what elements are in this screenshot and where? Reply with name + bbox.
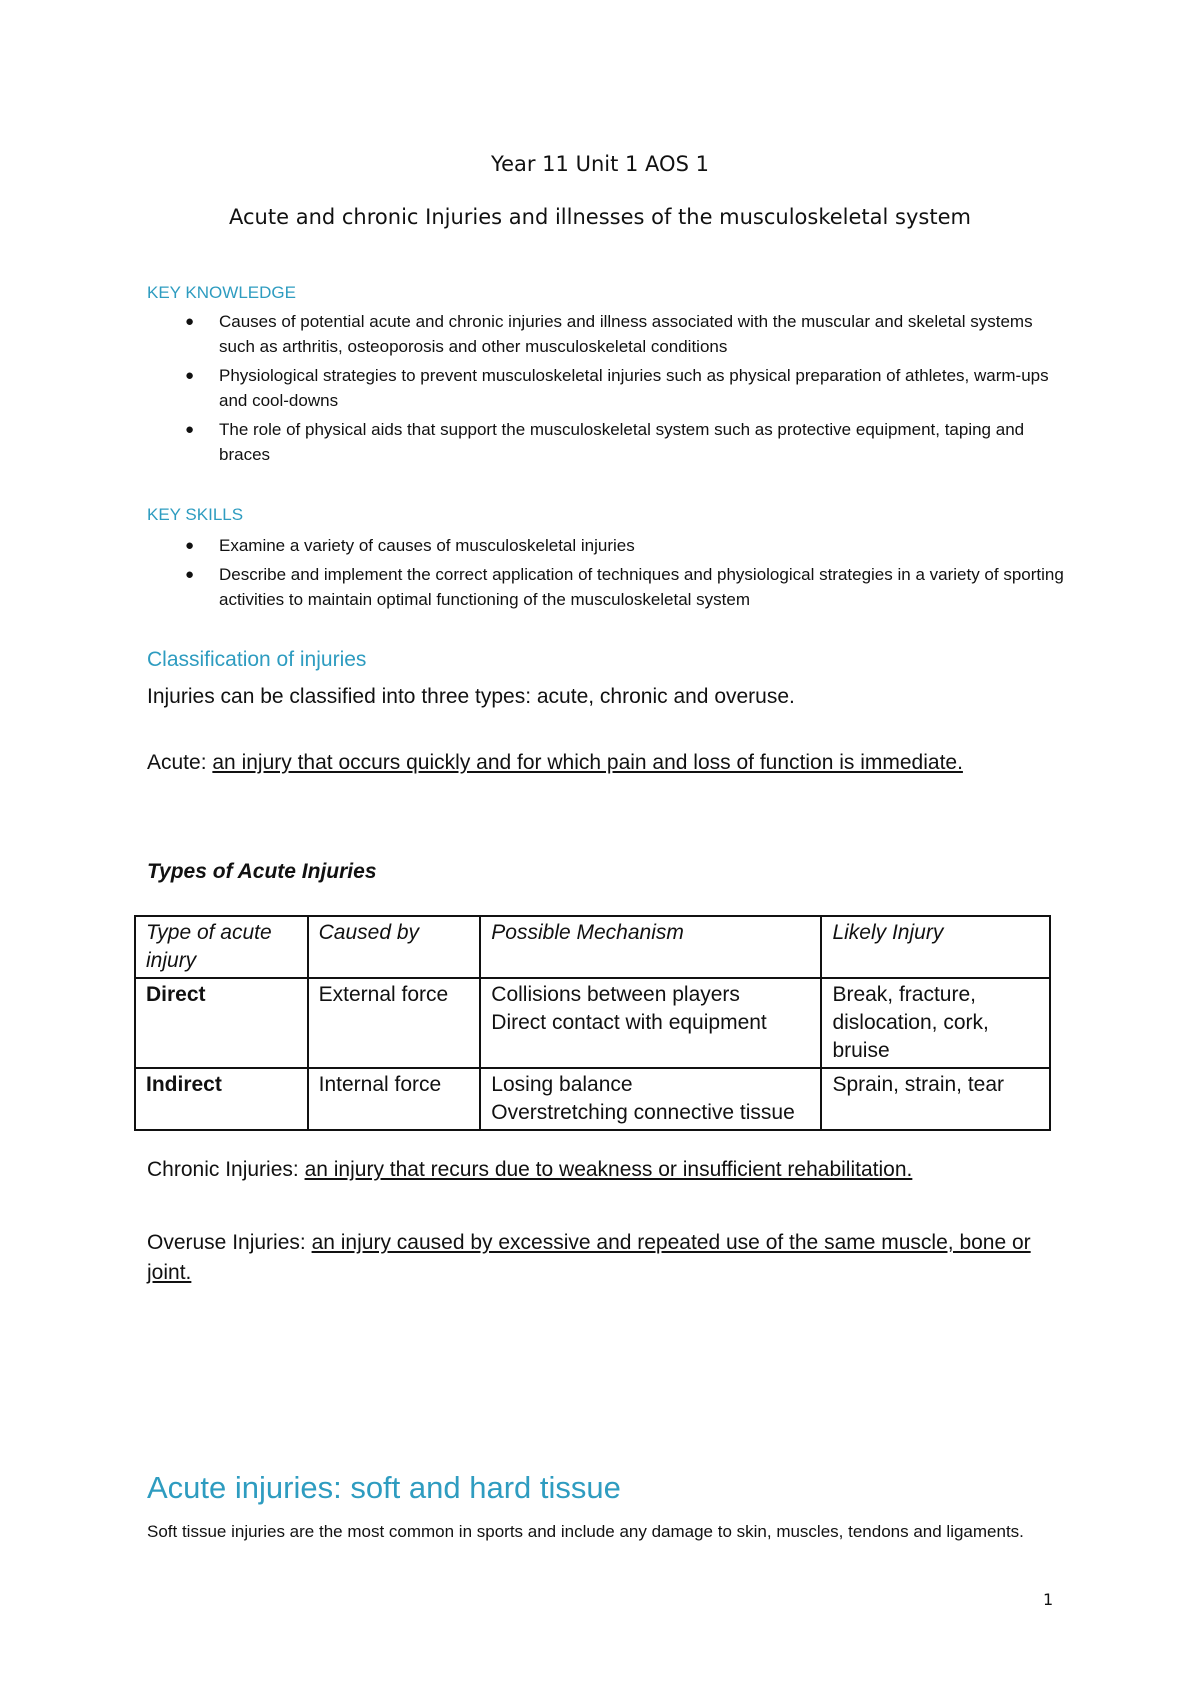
acute-definition xyxy=(147,742,1077,784)
key-skills-list xyxy=(147,533,1067,616)
table-header-row xyxy=(135,916,1050,978)
page-number: 1 xyxy=(1043,1590,1054,1609)
list-item: ● Describe and implement the correct application of techniques and physiological strategies in a variety of sporting activities to maintain optimal functioning of the musculoskeletal system xyxy=(147,562,1067,612)
overuse-definition xyxy=(147,1228,1077,1288)
key-skills-label: KEY SKILLS xyxy=(147,505,244,524)
mechanism-cell: Losing balance Overstretching connective tissue xyxy=(480,1068,821,1130)
classification-intro: Injuries can be classified into three types: acute, chronic and overuse. xyxy=(147,685,795,708)
type-cell: Direct xyxy=(135,978,308,1068)
soft-hard-heading: Acute injuries: soft and hard tissue xyxy=(147,1470,621,1505)
bullet-icon: ● xyxy=(185,367,195,384)
bullet-icon: ● xyxy=(185,537,195,554)
document-title: Year 11 Unit 1 AOS 1 xyxy=(491,152,709,176)
bullet-icon: ● xyxy=(185,313,195,330)
injury-cell: Sprain, strain, tear xyxy=(821,1068,1050,1130)
types-heading: Types of Acute Injuries xyxy=(147,860,377,883)
injury-cell: Break, fracture, dislocation, cork, bruise xyxy=(821,978,1050,1068)
cause-cell: Internal force xyxy=(308,1068,481,1130)
list-item: ● The role of physical aids that support the musculoskeletal system such as protective equipment, taping and braces xyxy=(147,417,1067,467)
chronic-definition xyxy=(147,1155,1077,1185)
header-type: Type of acute injury xyxy=(135,916,308,978)
chronic-label: Chronic Injuries: xyxy=(147,1158,305,1181)
overuse-def: an injury caused by excessive and repeated use of the same muscle, bone or joint. xyxy=(147,1231,1031,1284)
list-item: ● Causes of potential acute and chronic injuries and illness associated with the muscular and skeletal systems such as arthritis, osteoporosis and other musculoskeletal conditions xyxy=(147,309,1067,359)
header-likely-injury: Likely Injury xyxy=(821,916,1050,978)
acute-injuries-table xyxy=(134,915,1051,1131)
acute-def: an injury that occurs quickly and for which pain and loss of function is immediate. xyxy=(212,751,963,774)
chronic-def: an injury that recurs due to weakness or insufficient rehabilitation. xyxy=(304,1158,913,1181)
soft-tissue-text: Soft tissue injuries are the most common in sports and include any damage to skin, muscles, tendons and ligaments. xyxy=(147,1522,1024,1541)
mechanism-cell: Collisions between players Direct contact with equipment xyxy=(480,978,821,1068)
type-cell: Indirect xyxy=(135,1068,308,1130)
header-mechanism: Possible Mechanism xyxy=(480,916,821,978)
table-row xyxy=(135,978,1050,1068)
list-item: ● Examine a variety of causes of musculoskeletal injuries xyxy=(147,533,1067,558)
key-knowledge-list xyxy=(147,309,1067,471)
list-item: ● Physiological strategies to prevent musculoskeletal injuries such as physical preparation of athletes, warm-ups and cool-downs xyxy=(147,363,1067,413)
table-row xyxy=(135,1068,1050,1130)
bullet-icon: ● xyxy=(185,566,195,583)
header-caused-by: Caused by xyxy=(308,916,481,978)
overuse-label: Overuse Injuries: xyxy=(147,1231,312,1254)
bullet-icon: ● xyxy=(185,421,195,438)
acute-label: Acute: xyxy=(147,751,213,774)
key-knowledge-label: KEY KNOWLEDGE xyxy=(147,283,296,302)
classification-heading: Classification of injuries xyxy=(147,648,367,671)
cause-cell: External force xyxy=(308,978,481,1068)
document-subtitle: Acute and chronic Injuries and illnesses of the musculoskeletal system xyxy=(229,205,971,229)
